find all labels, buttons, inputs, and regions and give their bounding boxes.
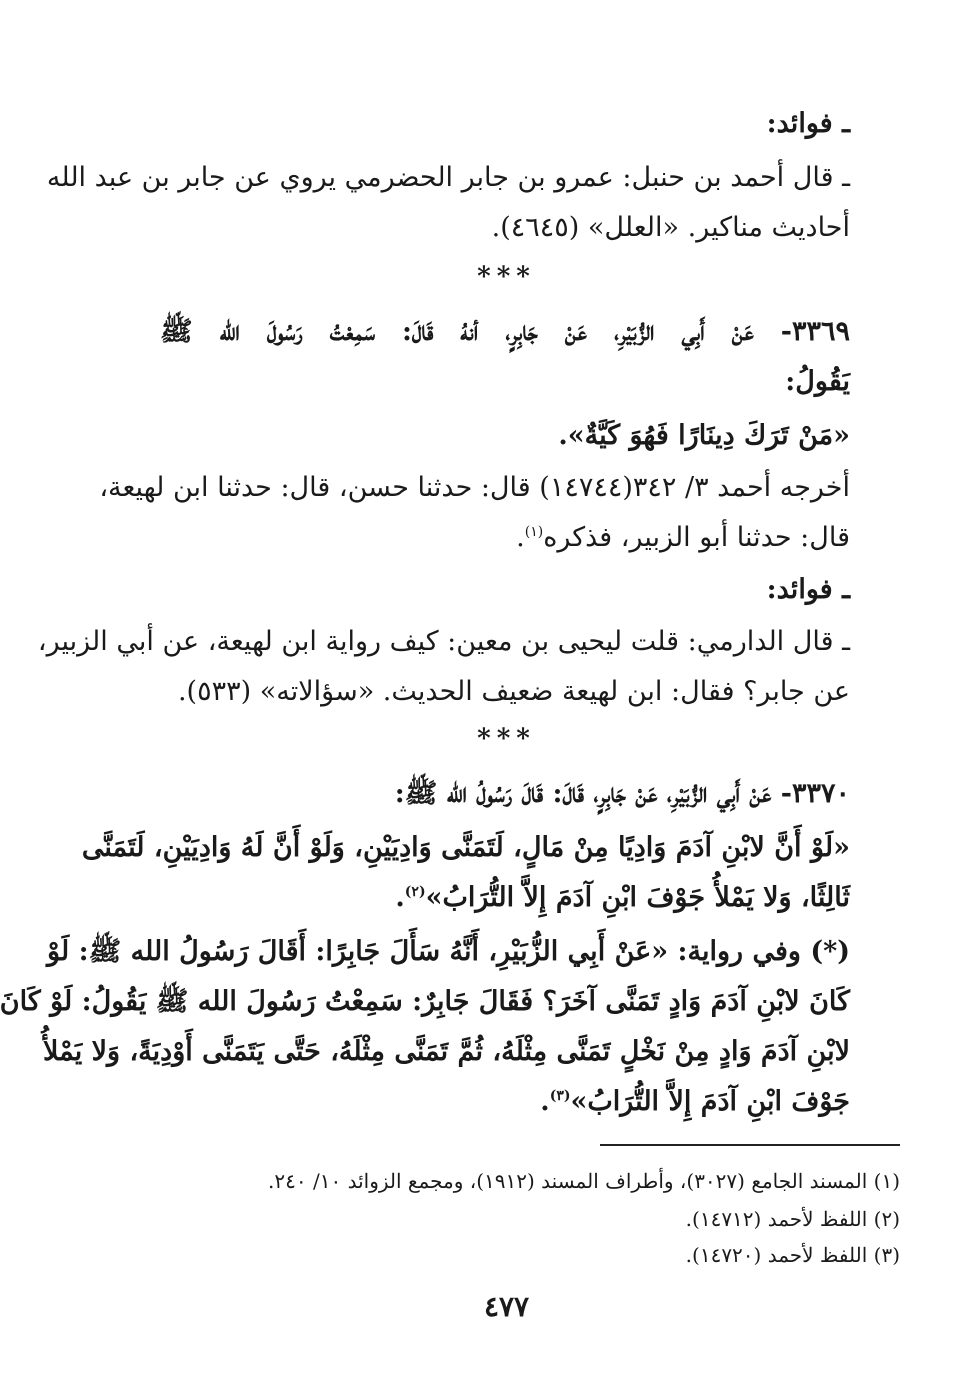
fawaid-heading: ـ فوائد:	[766, 574, 850, 605]
hadith-heading: ٣٣٧٠- عَنْ أَبِي الزُّبَيْرِ، عَنْ جَابِرٍ، قَالَ: قَالَ رَسُولُ الله ﷺ:	[394, 778, 850, 809]
footnote: (٣) اللفظ لأحمد (١٤٧٢٠).	[685, 1243, 900, 1267]
riwaya-text-end: جَوْفَ ابْنِ آدَمَ إِلاَّ التُّرَابُ»	[570, 1086, 850, 1117]
riwaya-line: لابْنِ آدَمَ وَادٍ مِنْ نَخْلٍ تَمَنَّى مِثْلَهُ، ثُمَّ تَمَنَّى مِثْلَهُ، حَتَّى يَتَمَنَّى أَوْدِيَةً، وَلا يَمْلأُ	[43, 1036, 850, 1067]
riwaya-line: (*) وفي رواية: «عَنْ أَبِي الزُّبَيْرِ، أَنَّهُ سَأَلَ جَابِرًا: أَقَالَ رَسُولُ الله ﷺ: لَوْ	[47, 936, 850, 967]
riwaya-line: جَوْفَ ابْنِ آدَمَ إِلاَّ التُّرَابُ»$^{(٣)}$.	[540, 1086, 850, 1117]
hadith-text: ثَالِثًا، وَلا يَمْلأُ جَوْفَ ابْنِ آدَمَ إِلاَّ التُّرَابُ»$^{(٢)}$.	[395, 882, 850, 913]
paragraph-line: ـ قال أحمد بن حنبل: عمرو بن جابر الحضرمي يروي عن جابر بن عبد الله	[46, 162, 850, 193]
takhrij-text: قال: حدثنا أبو الزبير، فذكره	[543, 522, 850, 553]
footnote-ref: (٢)	[404, 884, 426, 900]
hadith-heading: يَقُولُ:	[785, 366, 850, 397]
footnote-separator	[600, 1144, 900, 1146]
footnote-ref: (٣)	[549, 1088, 571, 1104]
footnote-ref: (١)	[524, 524, 544, 540]
footnote: (٢) اللفظ لأحمد (١٤٧١٢).	[685, 1207, 900, 1231]
fawaid-heading: ـ فوائد:	[766, 108, 850, 139]
section-separator: ***	[477, 724, 536, 754]
hadith-text-end: ثَالِثًا، وَلا يَمْلأُ جَوْفَ ابْنِ آدَمَ إِلاَّ التُّرَابُ»	[425, 882, 850, 913]
takhrij-line: أخرجه أحمد ٣/ ٣٤٢(١٤٧٤٤) قال: حدثنا حسن، قال: حدثنا ابن لهيعة،	[99, 472, 850, 503]
page-number: ٤٧٧	[483, 1290, 530, 1323]
riwaya-line: كَانَ لابْنِ آدَمَ وَادٍ تَمَنَّى آخَرَ؟ فَقَالَ جَابِرٌ: سَمِعْتُ رَسُولَ الله ﷺ يَقُولُ: لَوْ كَانَ	[0, 986, 850, 1017]
footnote: (١) المسند الجامع (٣٠٢٧)، وأطراف المسند (١٩١٢)، ومجمع الزوائد ١٠/ ٢٤٠.	[268, 1169, 900, 1193]
hadith-text: «مَنْ تَرَكَ دِينَارًا فَهُوَ كَيَّةٌ».	[558, 420, 850, 451]
paragraph-line: ـ قال الدارمي: قلت ليحيى بن معين: كيف رواية ابن لهيعة، عن أبي الزبير،	[37, 626, 850, 657]
paragraph-line: عن جابر؟ فقال: ابن لهيعة ضعيف الحديث. «سؤالاته» (٥٣٣).	[177, 676, 850, 707]
paragraph-line: أحاديث مناكير. «العلل» (٤٦٤٥).	[491, 212, 850, 243]
hadith-text: «لَوْ أَنَّ لابْنِ آدَمَ وَادِيًا مِنْ مَالٍ، لَتَمَنَّى وَادِيَيْنِ، وَلَوْ أَنَّ لَهُ وَادِيَيْنِ، لَتَمَنَّى	[81, 832, 850, 863]
section-separator: ***	[477, 262, 536, 292]
hadith-heading: ٣٣٦٩- عَنْ أَبِي الزُّبَيْرِ، عَنْ جَابِرٍ، أنهُ قَالَ: سَمِعْتُ رَسُولَ الله ﷺ	[160, 316, 850, 347]
takhrij-line: قال: حدثنا أبو الزبير، فذكره$^{(١)}$.	[516, 522, 850, 553]
